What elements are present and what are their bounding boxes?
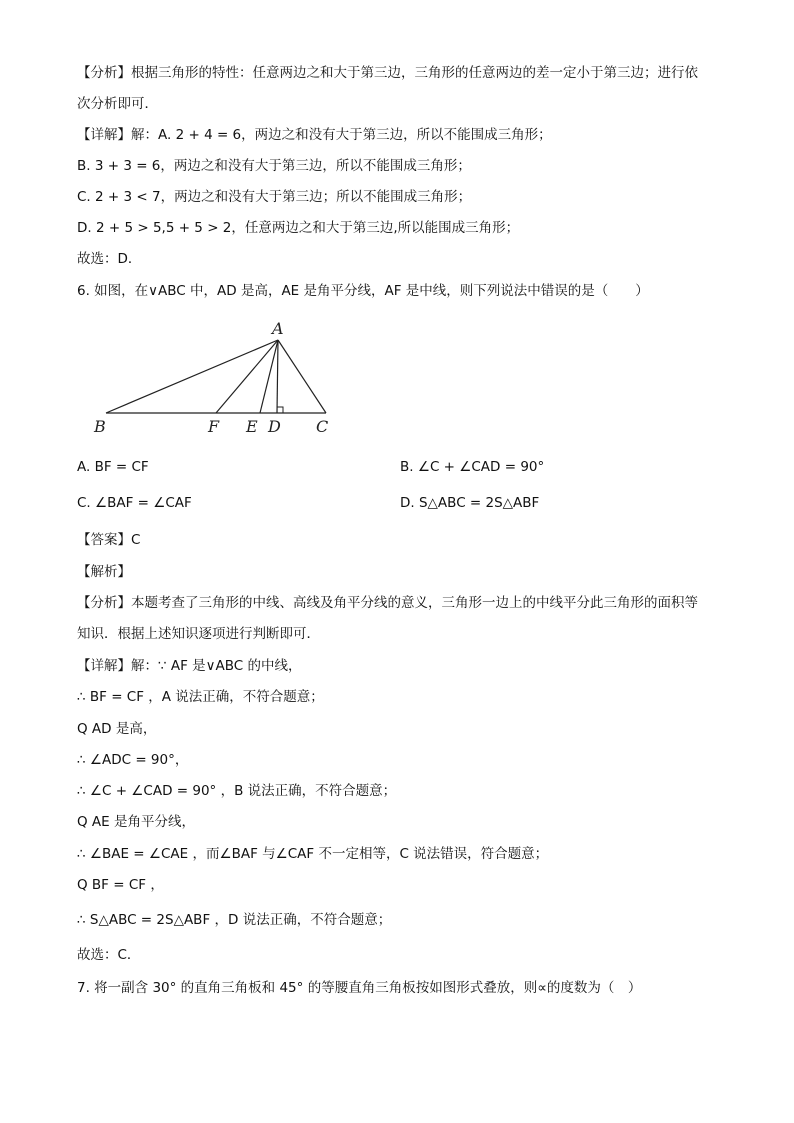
triangle-figure [90, 318, 340, 438]
label-E: E [246, 417, 258, 436]
q6-answer: 【答案】C [77, 532, 141, 548]
label-C: C [316, 417, 329, 436]
label-F: F [208, 417, 220, 436]
q6-detail-2: ∴ BF = CF ，A 说法正确，不符合题意； [77, 689, 324, 705]
q6-detail-1: 【详解】解：∵ AF 是∨ABC 的中线， [77, 658, 302, 674]
q6-option-a: A. BF = CF [77, 459, 149, 475]
q5-detail-a: 【详解】解：A. 2 + 4 = 6，两边之和没有大于第三边，所以不能围成三角形； [77, 127, 552, 143]
q6-option-c: C. ∠BAF = ∠CAF [77, 495, 192, 511]
q6-option-b: B. ∠C + ∠CAD = 90° [400, 459, 545, 475]
label-A: A [272, 319, 284, 338]
q7-stem: 7. 将一副含 30° 的直角三角板和 45° 的等腰直角三角板按如图形式叠放，则∝的度数为（ ） [77, 980, 642, 996]
q6-detail-7: ∴ ∠BAE = ∠CAE ，而∠BAF 与∠CAF 不一定相等，C 说法错误，符合题意； [77, 846, 549, 862]
q6-jiexi-heading: 【解析】 [77, 564, 131, 580]
label-B: B [94, 417, 106, 436]
q6-detail-4: ∴ ∠ADC = 90°， [77, 752, 189, 768]
q6-stem: 6. 如图，在∨ABC 中，AD 是高，AE 是角平分线，AF 是中线，则下列说法中错误的是（ ） [77, 283, 649, 299]
q5-detail-c: C. 2 + 3 < 7，两边之和没有大于第三边；所以不能围成三角形； [77, 189, 472, 205]
q5-choose: 故选：D． [77, 251, 142, 267]
q5-analysis-line1: 【分析】根据三角形的特性：任意两边之和大于第三边，三角形的任意两边的差一定小于第三边；进行依 [77, 65, 698, 81]
q6-detail-6: Q AE 是角平分线， [77, 814, 195, 830]
right-angle-mark [277, 407, 283, 413]
q6-detail-8: Q BF = CF ， [77, 877, 164, 893]
q6-option-d: D. S△ABC = 2S△ABF [400, 495, 540, 511]
q6-detail-3: Q AD 是高， [77, 721, 157, 737]
q5-detail-b: B. 3 + 3 = 6，两边之和没有大于第三边，所以不能围成三角形； [77, 158, 471, 174]
segment-AB [106, 340, 278, 413]
q6-analysis-line2: 知识．根据上述知识逐项进行判断即可． [77, 626, 320, 642]
segment-AD [277, 340, 278, 413]
q5-analysis-line2: 次分析即可． [77, 96, 158, 112]
q6-choose: 故选：C． [77, 947, 141, 963]
q6-detail-5: ∴ ∠C + ∠CAD = 90° ，B 说法正确，不符合题意； [77, 783, 397, 799]
segment-AC [278, 340, 326, 413]
label-D: D [268, 417, 281, 436]
q5-detail-d: D. 2 + 5 > 5,5 + 5 > 2，任意两边之和大于第三边,所以能围成三角形； [77, 220, 520, 236]
q6-detail-9: ∴ S△ABC = 2S△ABF ，D 说法正确，不符合题意； [77, 912, 392, 928]
q6-analysis-line1: 【分析】本题考查了三角形的中线、高线及角平分线的意义，三角形一边上的中线平分此三角形的面积等 [77, 595, 698, 611]
